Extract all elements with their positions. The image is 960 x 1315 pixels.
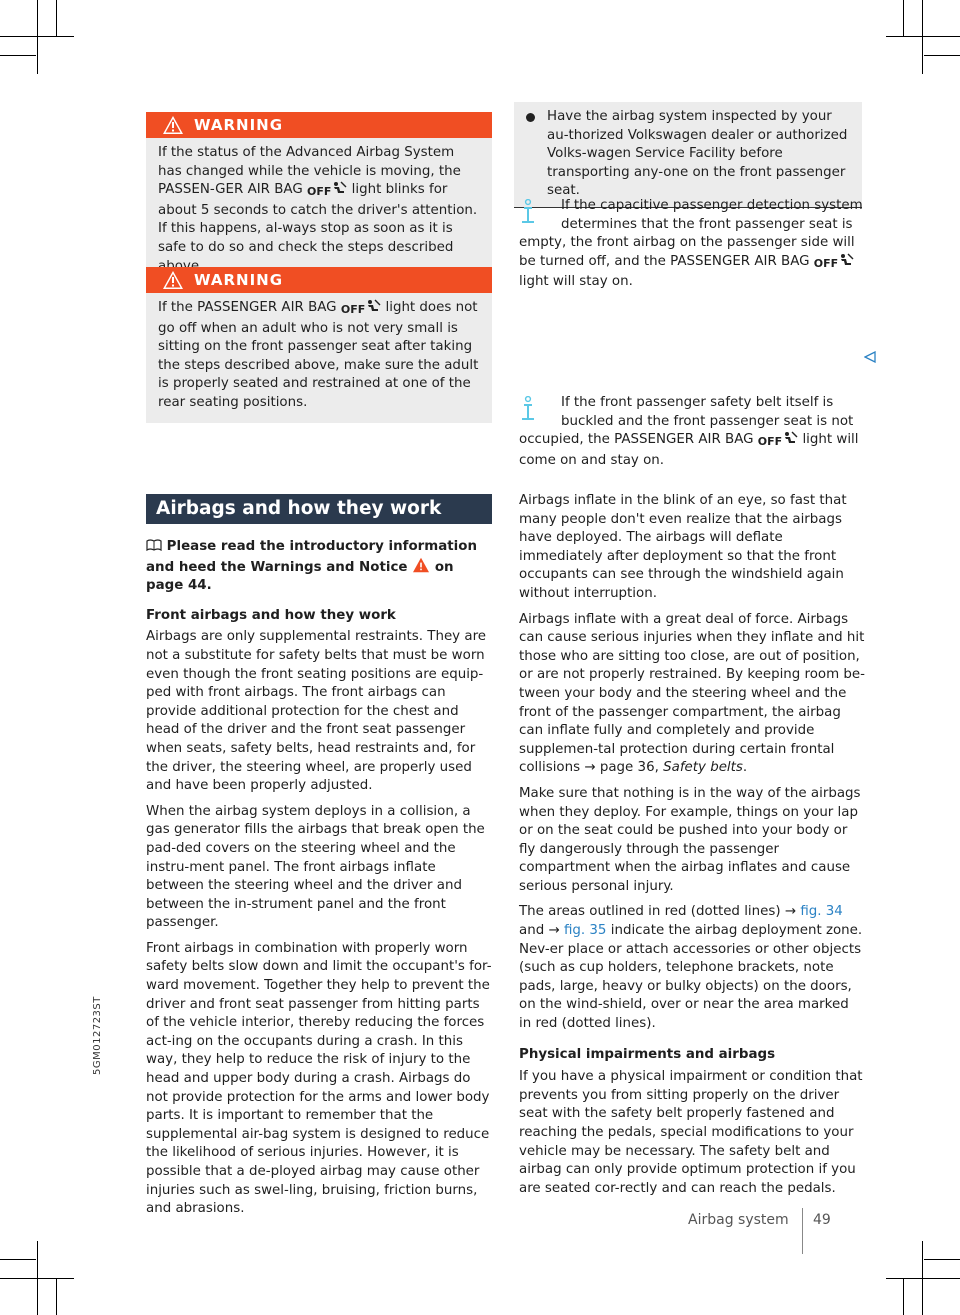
arrow-right-icon: → <box>548 923 560 939</box>
bullet-box <box>514 102 862 208</box>
note-1 <box>519 197 865 292</box>
subheading: Front airbags and how they work <box>146 607 396 623</box>
passenger-airbag-off-icon: OFF <box>814 253 854 274</box>
crop-mark <box>0 1259 36 1260</box>
bullet-icon <box>526 113 535 122</box>
paragraph: Airbags inflate with a great deal of force. Airbags can cause serious injuries when they inflate and hit those who are sitting too close, are out of position, or are not properly restrained. By keeping room be-tween your body and the steering wheel and the front of the passenger compartment, the airbag can inflate fully and completely and provide supplemen-tal protection during certain frontal collisions → page 36, Safety belts. <box>519 611 865 776</box>
warning-triangle-icon <box>162 270 184 290</box>
subheading: Physical impairments and airbags <box>519 1046 776 1062</box>
crop-mark <box>37 0 38 74</box>
warning-header <box>146 112 492 138</box>
warning-box-1 <box>146 112 492 287</box>
crop-mark <box>56 0 57 36</box>
warning-text: If the status of the Advanced Airbag System has changed while the vehicle is moving, the PASSEN-GER AIR BAG <box>158 145 461 198</box>
warning-text: light blinks for about 5 seconds to catch the driver's attention. If this happens, al-ways stop as soon as it is safe to do so and check the steps described <box>158 182 478 255</box>
crop-mark <box>922 1241 923 1315</box>
crop-mark <box>37 1241 38 1315</box>
arrow-right-icon: → <box>784 904 797 920</box>
crop-mark <box>903 0 904 36</box>
info-note-icon <box>519 396 537 422</box>
note-line: If the front passenger safety belt itself is <box>561 394 834 410</box>
figure-link[interactable]: fig. 34 <box>800 904 843 920</box>
warning-text: light does not go off when an adult who is not very small is sitting on the front passenger seat after taking the steps described above, make sure the adult is properly seated and restrained at one of the rear seating positions. <box>158 300 479 410</box>
section-left-column <box>146 494 492 1226</box>
paragraph: Make sure that nothing is in the way of the airbags when they deploy. For example, things on your lap or on the seat could be pushed into your body or fly dangerously through the passenger compartment when the airbag inflates and cause serious personal injury. <box>519 785 861 894</box>
note-text: light will come on and stay on. <box>519 432 859 468</box>
crop-mark <box>0 55 36 56</box>
page-number: 49 <box>813 1212 831 1228</box>
warning-triangle-icon <box>162 115 184 135</box>
page-reference[interactable]: page 36, <box>599 760 659 776</box>
paragraph: If you have a physical impairment or condition that prevents you from sitting properly on the driver seat with the safety belt properly fastened and reaching the pedals, special modifications to your vehicle may be necessary. The safety belt and airbag can only provide optimum protection if you are seated cor-rectly and can reach the pedals. <box>519 1069 863 1196</box>
note-line: If the capacitive passenger detection system <box>561 198 863 213</box>
note-line: determines that the front passenger seat is <box>561 216 853 232</box>
arrow-right-icon: → <box>584 760 596 776</box>
passenger-airbag-off-icon: OFF <box>341 299 381 320</box>
crop-mark <box>886 36 960 37</box>
paragraph: Front airbags in combination with properly worn safety belts slow down and limit the occupant's for-ward movement. Together they help to prevent the driver and front seat passenger from hitting parts of the vehicle interior, thereby reducing the forces act-ing on the occupants during a crash. In this way, they help to reduce the risk of injury to the head and upper body during a crash. Airbags do not provide protection for the arms and lower body parts. It is important to remember that the supplemental air-bag system is designed to reduce the likelihood of serious injuries. However, it is possible that a de-ployed airbag may cause other injuries such as swel-ling, bruising, friction burns, and abrasions. <box>146 940 492 1217</box>
warning-title: WARNING <box>194 115 284 134</box>
info-note-icon <box>519 199 537 225</box>
footer-section: Airbag system <box>688 1212 789 1228</box>
passenger-airbag-off-icon: OFF <box>758 431 798 452</box>
book-icon <box>146 539 162 551</box>
paragraph: When the airbag system deploys in a collision, a gas generator fills the airbags that break open the pad-ded covers on the steering wheel and the instru-ment panel. The front airbags inflate between the steering wheel and the driver and between the in-strument panel and the front passenger. <box>146 803 485 931</box>
note-text: empty, the front airbag on the passenger side will be turned off, and the PASSENGER AIR BAG <box>519 235 855 269</box>
note-text: occupied, the PASSENGER AIR BAG <box>519 432 754 448</box>
section-title: Airbags and how they work <box>146 494 492 524</box>
paragraph: The areas outlined in red (dotted lines) → fig. 34 and → fig. 35 indicate the airbag deployment zone. Nev-er place or attach accessories or other objects (such as cup holders, telephone brackets, note pads, large, heavy or bulky objects) on the doors, on the wind-shield, over or near the area marked in red (dotted lines). <box>519 904 863 1032</box>
bullet-text: Have the airbag system inspected by your au-thorized Volkswagen dealer or authorized Volks-wagen Service Facility before transporting any-one on the front passenger seat. <box>547 109 848 199</box>
crop-mark <box>886 1278 960 1279</box>
passenger-airbag-off-icon: OFF <box>307 181 347 202</box>
footer-divider <box>802 1208 803 1254</box>
warning-triangle-icon <box>412 557 430 573</box>
figure-link[interactable]: fig. 35 <box>563 923 607 939</box>
section-right-column <box>519 492 865 1205</box>
crop-mark <box>922 0 923 74</box>
crop-mark <box>56 1279 57 1315</box>
warning-text: If the PASSENGER AIR BAG <box>158 300 337 315</box>
document-code: 5GM012723ST <box>92 996 103 1075</box>
warning-title: WARNING <box>194 270 284 289</box>
crop-mark <box>924 1259 960 1260</box>
note-2 <box>519 394 865 470</box>
intro-note: Please read the introductory information and heed the Warnings and Notice on page 44. <box>146 539 477 594</box>
note-text: light will stay on. <box>519 274 633 290</box>
crop-mark <box>903 1279 904 1315</box>
paragraph: Airbags are only supplemental restraints. They are not a substitute for safety belts that must be worn even though the front seating positions are equip-ped with front airbags. The front airbags can provide additional protection for the chest and head of the driver and the front seat passenger when seats, safety belts, head restraints and, for the driver, the steering wheel, are properly used and have been properly adjusted. <box>146 629 487 794</box>
reference-title: Safety belts <box>663 760 743 776</box>
continue-arrow-icon <box>864 351 876 363</box>
paragraph: Airbags inflate in the blink of an eye, so fast that many people don't even realize that the airbags have deployed. The airbags will deflate immediately after deployment so that the front occupants can see through the windshield again without interruption. <box>519 493 847 601</box>
crop-mark <box>924 55 960 56</box>
warning-header <box>146 267 492 293</box>
note-line: buckled and the front passenger seat is not <box>561 413 854 429</box>
warning-box-2 <box>146 267 492 423</box>
